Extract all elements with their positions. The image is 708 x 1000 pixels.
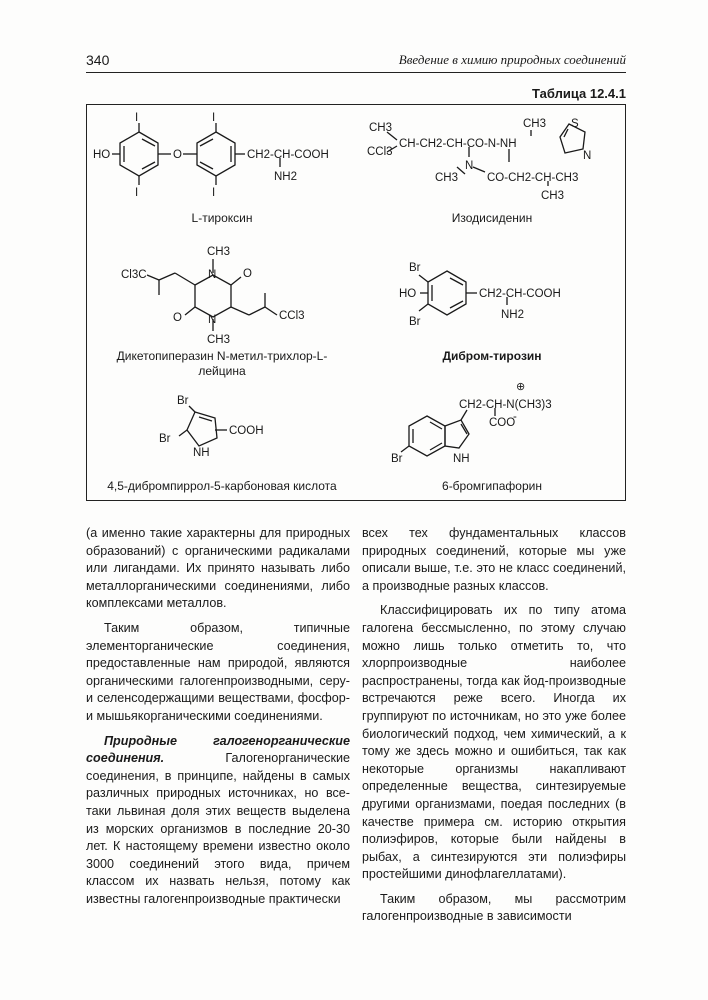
dibromotyrosine-ho: HO (399, 288, 417, 300)
thyroxine-side-chain: CH2-CH-COOH (247, 149, 329, 161)
hypaphorine-bromine: Br (391, 453, 403, 465)
caption-diketopiperazine-line1: Дикетопиперазин N-метил-трихлор-L- (116, 349, 328, 363)
isodysidenin-acyl-chain: CO-CH2-CH-CH3 (487, 172, 579, 184)
caption-thyroxine: L-тироксин (191, 211, 253, 225)
hypaphorine-negative-charge: - (513, 411, 517, 423)
left-paragraph-3 (86, 733, 350, 909)
thyroxine-amine: NH2 (274, 171, 298, 183)
isodysidenin-ch3-bottom: CH3 (541, 190, 565, 202)
dkp-nitrogen-bottom: N (208, 314, 217, 326)
isodysidenin-ch3-top: CH3 (369, 122, 393, 134)
caption-dibromotyrosine: Дибром-тирозин (442, 349, 542, 363)
dkp-methyl-bottom: CH3 (207, 334, 231, 346)
thyroxine-iodine-3: I (212, 112, 216, 124)
left-column (86, 525, 350, 915)
dkp-oxygen-right: O (243, 268, 252, 280)
structure-diketopiperazine (87, 235, 357, 380)
caption-diketopiperazine-line2: лейцина (198, 364, 246, 378)
dkp-trichloromethyl-right: CCl3 (279, 310, 305, 322)
isodysidenin-ch3-left: CH3 (435, 172, 459, 184)
thyroxine-ether-oxygen: O (173, 149, 182, 161)
hypaphorine-carboxylate: COO (489, 417, 516, 429)
structure-dibromopyrrole (87, 380, 357, 502)
thyroxine-iodine-4: I (212, 187, 216, 199)
pyrrole-cooh: COOH (229, 425, 264, 437)
dkp-oxygen-left: O (173, 312, 182, 324)
isodysidenin-main-chain: CH-CH2-CH-CO-N-NH (399, 138, 517, 150)
thyroxine-iodine-2: I (135, 187, 139, 199)
isodysidenin-sulfur: S (571, 118, 579, 130)
section-heading-halogen: Природные галогенорганические соединения. (86, 733, 350, 766)
hypaphorine-positive-charge: ⊕ (516, 381, 526, 393)
right-paragraph-2: Классифицировать их по типу атома галогена бессмысленно, по этому случаю можно лишь только отметить то, что хлорпроизводные наиболее распространены, тогда как йод-производные встречаются реже всего. Иногда их группируют по источникам, но это уже более биологический подход, чем химический, а к тому же здесь можно и ошибиться, так как некоторые организмы накапливают определенные вещества, синтезируемые другими организмами, поедая последних (в качестве примера см. историю открытия полиэфиров, которые были найдены в рыбах, а синтезируются эти полиэфиры простейшими динофлагеллатами). (362, 603, 626, 882)
hypaphorine-side-chain: CH2-CH-N(CH3)3 (459, 399, 552, 411)
isodysidenin-amide-nitrogen: N (465, 160, 474, 172)
dibromotyrosine-amine: NH2 (501, 309, 525, 321)
running-title: Введение в химию природных соединений (398, 52, 626, 67)
right-column (362, 525, 626, 933)
pyrrole-bromine-left: Br (159, 433, 171, 445)
page-number: 340 (86, 52, 110, 68)
isodysidenin-ring-nitrogen: N (583, 150, 592, 162)
left-paragraph-2: Таким образом, типичные элементорганические соединения, предоставленные нам природой, являются органическими галогенпроизводными, серу- и селенсодержащими веществами, фосфор- и мышьякорганическими соединениями. (86, 620, 350, 723)
pyrrole-bromine-top: Br (177, 395, 189, 407)
thyroxine-ho: HO (93, 149, 111, 161)
right-paragraph-3: Таким образом, мы рассмотрим галогенпроизводные в зависимости (362, 891, 626, 924)
hypaphorine-nh: NH (453, 453, 470, 465)
caption-isodysidenin: Изодисиденин (451, 211, 533, 225)
caption-diketopiperazine (87, 349, 357, 379)
header-rule (86, 72, 626, 73)
right-paragraph-1: всех тех фундаментальных классов природных соединений, которые мы уже описали выше, т.е. это не класс соединений, а производные разных классов. (362, 526, 626, 593)
caption-dibromopyrrole: 4,5-дибромпиррол-5-карбоновая кислота (107, 479, 337, 493)
left-paragraph-3-text: Галогенорганические соединения, в принципе, найдены в самых различных природных источниках, но все-таки львиная доля этих веществ выделена из морских организмов в последние 20-30 лет. К настоящему времени известно около 3000 соединений этого вида, причем классом их назвать нельзя, потому как известны галогенпроизводные практически (86, 751, 350, 906)
left-paragraph-1: (а именно такие характерны для природных образований) с органическими радикалами или лигандами. Их принято называть либо металлорганическими соединениями, либо комплексами металлов. (86, 526, 350, 611)
dibromotyrosine-bromine-1: Br (409, 262, 421, 274)
thyroxine-iodine-1: I (135, 112, 139, 124)
pyrrole-nh: NH (193, 447, 210, 459)
dkp-trichloromethyl-left: Cl3C (121, 269, 147, 281)
structure-dibromotyrosine (357, 235, 627, 380)
structure-bromohypaphorine (357, 380, 627, 502)
structure-thyroxine (87, 105, 357, 235)
isodysidenin-ccl3: CCl3 (367, 146, 393, 158)
isodysidenin-ch3-upper: CH3 (523, 118, 547, 130)
compound-table (86, 104, 626, 501)
structure-isodysidenin (357, 105, 627, 235)
dkp-methyl-top: CH3 (207, 246, 231, 258)
table-label: Таблица 12.4.1 (532, 86, 626, 101)
dkp-nitrogen-top: N (208, 269, 217, 281)
dibromotyrosine-bromine-2: Br (409, 316, 421, 328)
caption-bromohypaphorine: 6-бромгипафорин (442, 479, 542, 493)
dibromotyrosine-side-chain: CH2-CH-COOH (479, 288, 561, 300)
